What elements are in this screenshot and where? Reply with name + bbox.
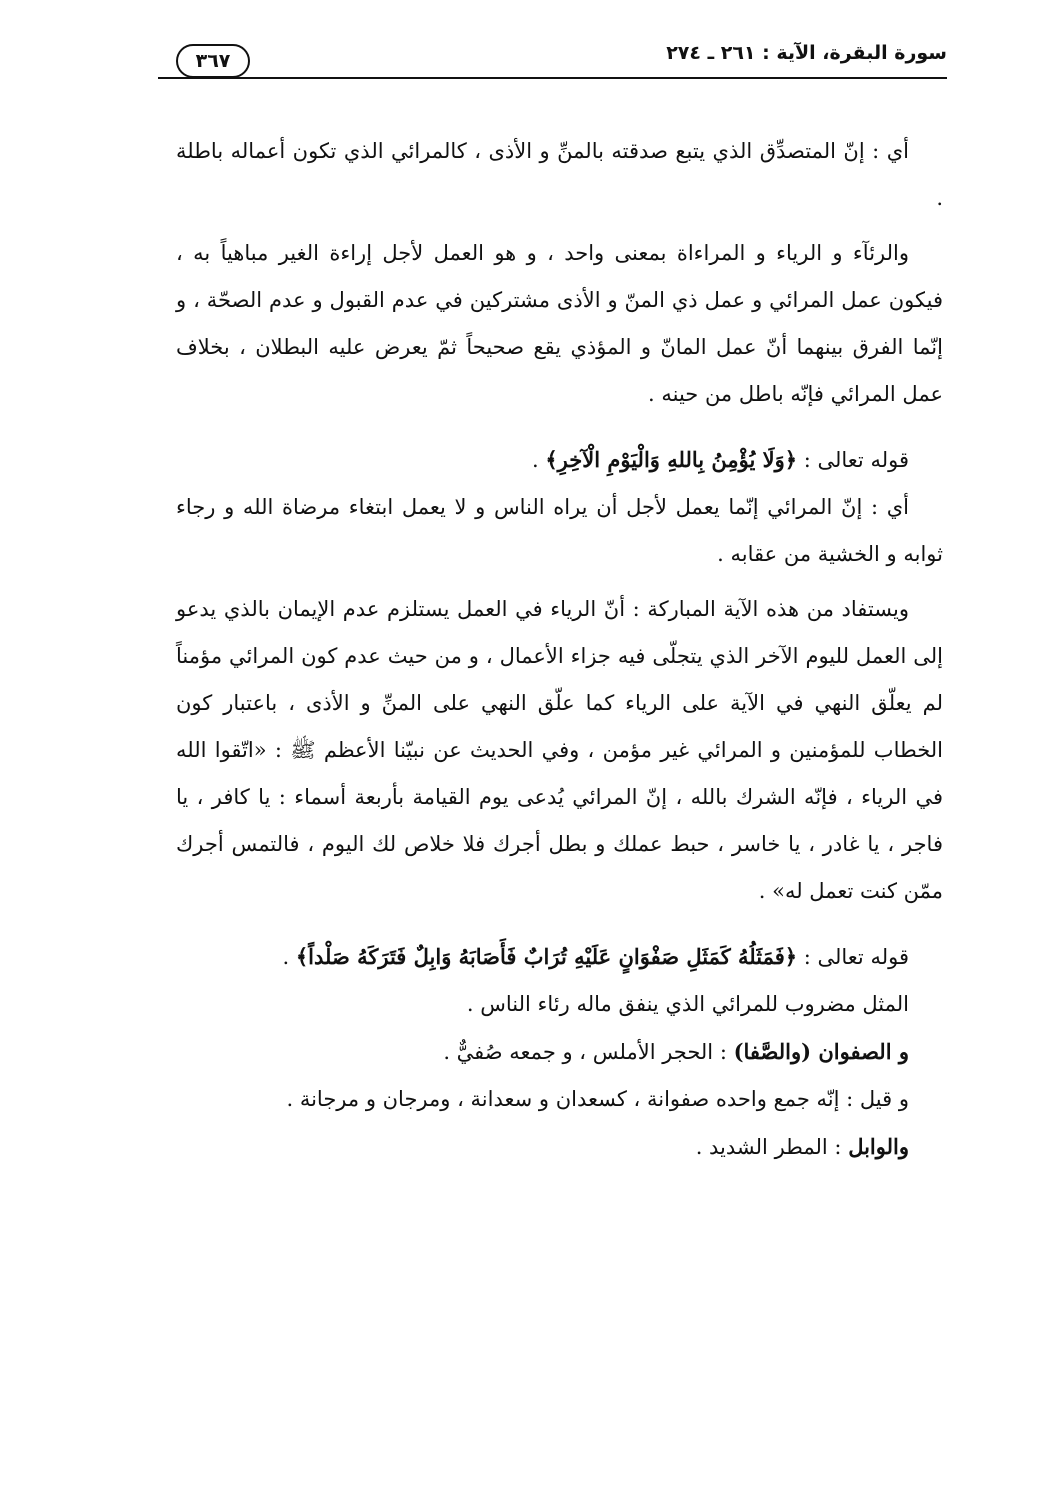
verse-2-end: . bbox=[282, 945, 296, 969]
main-text bbox=[176, 128, 943, 1171]
verse-2-quote: ﴿فَمَثَلُهُ كَمَثَلِ صَفْوَانٍ عَلَيْهِ تُرَابٌ فَأَصَابَهُ وَابِلٌ فَتَرَكَهُ صَلْداً﴾ bbox=[295, 944, 798, 969]
header-divider bbox=[158, 77, 947, 79]
verse-1-end: . bbox=[532, 448, 546, 472]
line-safwan bbox=[176, 1028, 943, 1076]
paragraph-2: والرئآء و الرياء و المراءاة بمعنى واحد ، و هو العمل لأجل إراءة الغير مباهياً به ، فيكون عمل المرائي و عمل ذي المنّ و الأذى مشتركين في عدم القبول و عدم الصحّة ، و إنّما الفرق بينهما أنّ عمل المانّ و المؤذي يقع صحيحاً ثمّ يعرض عليه البطلان ، بخلاف عمل المرائي فإنّه باطل من حينه . bbox=[176, 241, 943, 406]
verse-2-intro: قوله تعالى : bbox=[797, 945, 909, 969]
verse-1-quote: ﴿وَلَا يُؤْمِنُ بِاللهِ وَالْيَوْمِ الْآخِرِ﴾ bbox=[545, 447, 798, 472]
line-alternate-view: و قيل : إنّه جمع واحده صفوانة ، كسعدان و سعدانة ، ومرجان و مرجانة . bbox=[286, 1087, 909, 1111]
term-safwan: و الصفوان (والصَّفا) bbox=[733, 1039, 909, 1064]
verse-1-line bbox=[176, 436, 943, 484]
page-header bbox=[158, 38, 947, 82]
paragraph-4: ويستفاد من هذه الآية المباركة : أنّ الرياء في العمل يستلزم عدم الإيمان بالذي يدعو إلى العمل لليوم الآخر الذي يتجلّى فيه جزاء الأعمال ، و من حيث عدم كون المرائي مؤمناً لم يعلّق النهي في الآية على الرياء كما علّق النهي على المنِّ و الأذى ، باعتبار كون الخطاب للمؤمنين و المرائي غير مؤمن ، وفي الحديث عن نبيّنا الأعظم ﷺ : «اتّقوا الله في الرياء ، فإنّه الشرك بالله ، إنّ المرائي يُدعى يوم القيامة بأربعة أسماء : يا كافر ، يا فاجر ، يا غادر ، يا خاسر ، حبط عملك و بطل أجرك فلا خلاص لك اليوم ، فالتمس أجرك ممّن كنت تعمل له» . bbox=[176, 597, 943, 903]
line-explanation: المثل مضروب للمرائي الذي ينفق ماله رئاء الناس . bbox=[466, 992, 909, 1016]
page-number: ٣٦٧ bbox=[176, 44, 250, 78]
running-title: سورة البقرة، الآية : ٢٦١ ـ ٢٧٤ bbox=[666, 42, 947, 64]
paragraph-1: أي : إنّ المتصدِّق الذي يتبع صدقته بالمنِّ و الأذى ، كالمرائي الذي تكون أعماله باطلة . bbox=[176, 139, 943, 210]
verse-1-intro: قوله تعالى : bbox=[797, 448, 909, 472]
verse-2-line bbox=[176, 933, 943, 981]
definition-wabil: : المطر الشديد . bbox=[695, 1135, 849, 1159]
term-wabil: والوابل bbox=[848, 1134, 909, 1159]
definition-safwan: : الحجر الأملس ، و جمعه صُفيٌّ . bbox=[443, 1040, 734, 1064]
line-wabil bbox=[176, 1123, 943, 1171]
paragraph-3: أي : إنّ المرائي إنّما يعمل لأجل أن يراه الناس و لا يعمل ابتغاء مرضاة الله و رجاء ثوابه و الخشية من عقابه . bbox=[176, 495, 943, 566]
